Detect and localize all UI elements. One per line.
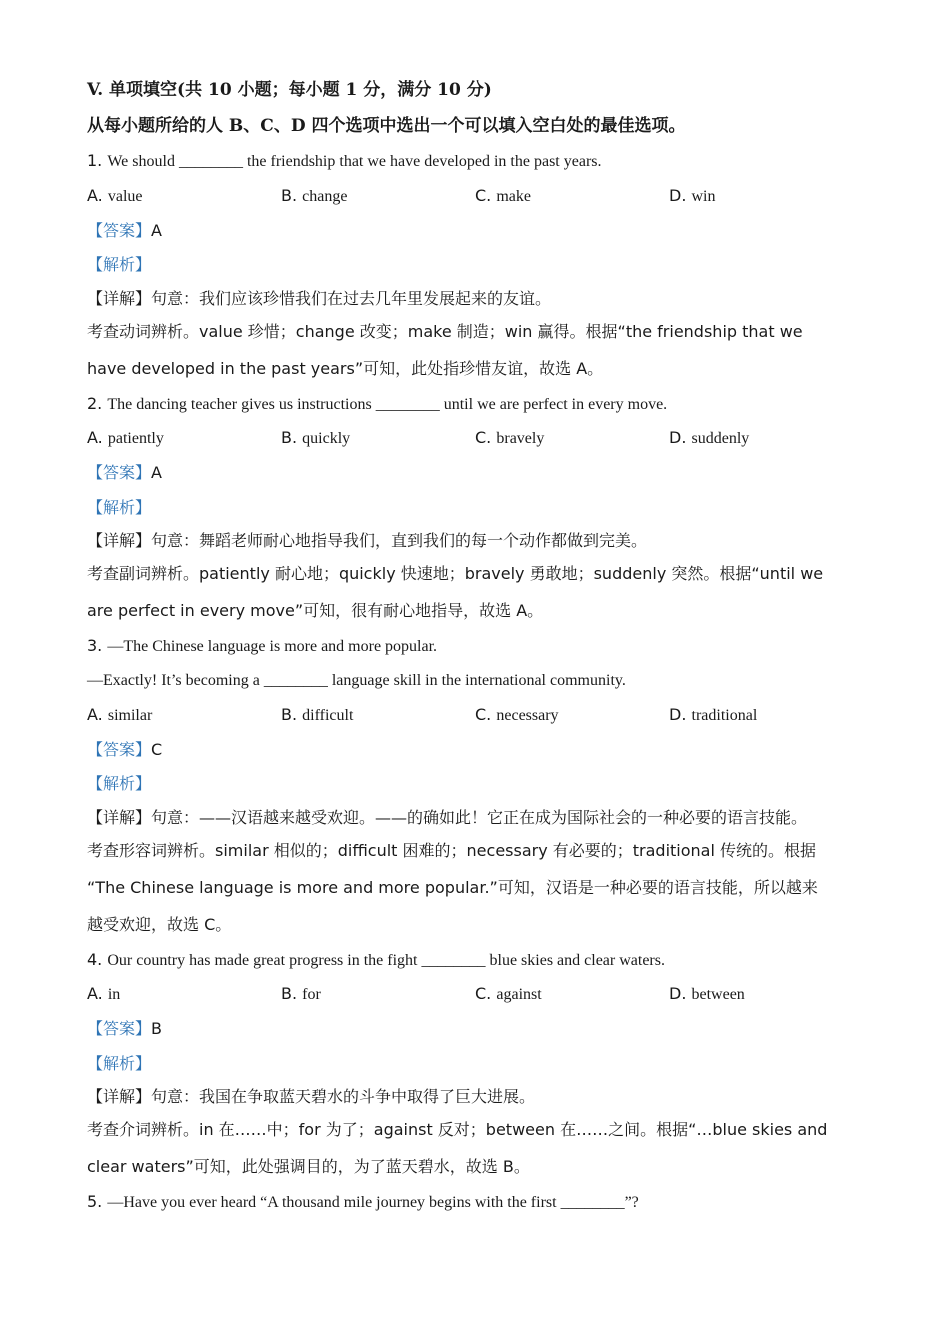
explanation-line: “The Chinese language is more and more popular.”可知，汉语是一种必要的语言技能，所以越来 (87, 878, 818, 897)
option-c: C. against (475, 984, 542, 1003)
detail-label: 【详解】 (87, 531, 152, 550)
option-c: C. bravely (475, 428, 545, 447)
detail-label: 【详解】 (87, 289, 152, 308)
question-3-detail (87, 807, 867, 829)
explanation-line: 考查形容词辨析。similar 相似的；difficult 困难的；necessary 有必要的；traditional 传统的。根据 (87, 841, 817, 860)
answer-value: C (151, 740, 163, 759)
option-a: A. in (87, 984, 121, 1003)
detail-text: 句意：我们应该珍惜我们在过去几年里发展起来的友谊。 (151, 289, 552, 308)
answer-value: A (151, 463, 162, 482)
option-d: D. win (669, 186, 716, 205)
option-b: B. change (281, 186, 348, 205)
question-4-answer (87, 1018, 867, 1040)
question-4-detail (87, 1086, 867, 1108)
explanation-line: have developed in the past years”可知，此处指珍惜友谊，故选 A。 (87, 359, 604, 378)
analysis-label: 【解析】 (87, 1054, 152, 1073)
answer-value: A (151, 221, 162, 240)
detail-text: 句意：——汉语越来越受欢迎。——的确如此！它正在成为国际社会的一种必要的语言技能。 (151, 808, 808, 827)
section-instruction: 从每小题所给的人 B、C、D 四个选项中选出一个可以填入空白处的最佳选项。 (87, 116, 686, 136)
explanation-line: clear waters”可知，此处强调目的，为了蓝天碧水，故选 B。 (87, 1157, 530, 1176)
option-a: A. similar (87, 705, 153, 724)
detail-label: 【详解】 (87, 808, 152, 827)
explanation-line: 考查动词辨析。value 珍惜；change 改变；make 制造；win 赢得。根据“the friendship that we (87, 322, 803, 341)
option-a: A. value (87, 186, 143, 205)
explanation-line: 考查副词辨析。patiently 耐心地；quickly 快速地；bravely 勇敢地；suddenly 突然。根据“until we (87, 564, 824, 583)
detail-text: 句意：舞蹈老师耐心地指导我们，直到我们的每一个动作都做到完美。 (151, 531, 648, 550)
question-2-stem (87, 393, 867, 416)
question-5-stem (87, 1191, 867, 1214)
question-number: 1. (87, 151, 103, 170)
question-2-detail (87, 530, 867, 552)
option-b: B. for (281, 984, 321, 1003)
question-text: Our country has made great progress in the fight ________ blue skies and clear waters. (107, 952, 665, 969)
analysis-label: 【解析】 (87, 774, 152, 793)
option-c: C. necessary (475, 705, 559, 724)
question-number: 2. (87, 394, 103, 413)
question-text: The dancing teacher gives us instructions ________ until we are perfect in every move. (107, 396, 668, 413)
question-text: —The Chinese language is more and more popular. (107, 638, 438, 655)
option-d: D. traditional (669, 705, 758, 724)
answer-value: B (151, 1019, 162, 1038)
answer-label: 【答案】 (87, 463, 152, 482)
explanation-line: 考查介词辨析。in 在……中；for 为了；against 反对；between 在……之间。根据“…blue skies and (87, 1120, 828, 1139)
section-title: V. 单项填空(共 10 小题；每小题 1 分，满分 10 分) (87, 80, 492, 100)
question-number: 4. (87, 950, 103, 969)
question-3-stem-line-2: —Exactly! It’s becoming a ________ language skill in the international community. (87, 672, 626, 689)
explanation-line: 越受欢迎，故选 C。 (87, 915, 232, 934)
answer-label: 【答案】 (87, 740, 152, 759)
question-3-stem (87, 635, 867, 658)
question-2-answer (87, 462, 867, 484)
option-d: D. between (669, 984, 745, 1003)
question-text: We should ________ the friendship that we have developed in the past years. (107, 153, 602, 170)
detail-label: 【详解】 (87, 1087, 152, 1106)
question-text: —Have you ever heard “A thousand mile journey begins with the first ________”? (107, 1194, 639, 1211)
question-1-answer (87, 220, 867, 242)
question-1-detail (87, 288, 867, 310)
answer-label: 【答案】 (87, 221, 152, 240)
option-b: B. quickly (281, 428, 351, 447)
option-b: B. difficult (281, 705, 354, 724)
question-3-answer (87, 739, 867, 761)
option-d: D. suddenly (669, 428, 750, 447)
option-c: C. make (475, 186, 532, 205)
explanation-line: are perfect in every move”可知，很有耐心地指导，故选 A。 (87, 601, 544, 620)
analysis-label: 【解析】 (87, 255, 152, 274)
analysis-label: 【解析】 (87, 498, 152, 517)
option-a: A. patiently (87, 428, 164, 447)
question-number: 5. (87, 1192, 103, 1211)
detail-text: 句意：我国在争取蓝天碧水的斗争中取得了巨大进展。 (151, 1087, 536, 1106)
question-number: 3. (87, 636, 103, 655)
answer-label: 【答案】 (87, 1019, 152, 1038)
question-4-stem (87, 949, 867, 972)
question-1-stem (87, 150, 867, 173)
